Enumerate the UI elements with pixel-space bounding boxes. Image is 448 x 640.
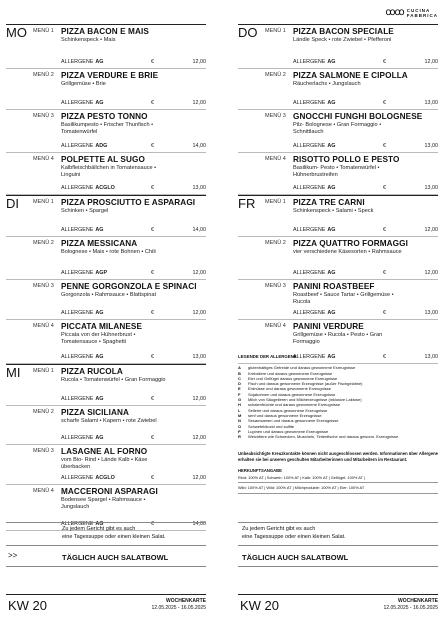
allergen-info: ALLERGENE AG: [293, 310, 336, 316]
menu-item: [238, 237, 438, 280]
menu-item: [6, 153, 206, 195]
day-tag: FR: [238, 196, 256, 211]
allergen-codes: AG: [95, 354, 104, 360]
herkunft-line: Wild: 100% AT | Wild: 100% AT | Milchprodukte: 100% AT | Eier: 100% AT: [238, 483, 438, 493]
menu-item: [238, 69, 438, 110]
allergen-info: ALLERGENE ACGLO: [61, 185, 115, 191]
legend-rows: [238, 365, 438, 439]
menu-number: MENÜ 1: [33, 199, 54, 205]
legend-key: B: [238, 370, 241, 376]
allergen-codes: AG: [327, 310, 336, 316]
menu-item: [6, 280, 206, 320]
currency-sign: €: [383, 270, 386, 276]
dish-price: 13,00: [424, 185, 438, 191]
cucina-fabbrica-logo: [385, 7, 438, 18]
menu-item: [238, 110, 438, 153]
currency-sign: €: [151, 310, 154, 316]
legend-text: Erdnüsse und daraus gewonnene Erzeugnisse: [248, 386, 331, 392]
legend-key: A: [238, 365, 241, 371]
dish-name: MACCERONI ASPARAGI: [61, 487, 158, 496]
dish-name: PIZZA SALMONE E CIPOLLA: [293, 71, 408, 80]
menu-item: [6, 237, 206, 280]
dish-description: Rucola • Tomatenwürfel • Gran Formaggio: [61, 377, 166, 383]
right-column: [238, 24, 438, 364]
dish-name: PIZZA BACON SPECIALE: [293, 27, 394, 36]
dish-description: Räucherlachs • Jungslauch: [293, 81, 361, 87]
currency-sign: €: [151, 475, 154, 481]
divider: [238, 522, 438, 523]
allergen-codes: AG: [327, 270, 336, 276]
legend-key: E: [238, 386, 241, 392]
dish-name: PIZZA RUCOLA: [61, 367, 123, 376]
dish-name: LASAGNE AL FORNO: [61, 447, 148, 456]
dish-name: PIZZA QUATTRO FORMAGGI: [293, 239, 408, 248]
currency-sign: €: [383, 227, 386, 233]
allergen-info: ALLERGENE AG: [61, 354, 104, 360]
dish-price: 13,00: [424, 310, 438, 316]
dish-price: 13,00: [192, 354, 206, 360]
divider: [238, 545, 438, 546]
allergen-info: ALLERGENE AG: [293, 185, 336, 191]
dish-price: 12,00: [424, 59, 438, 65]
allergen-info: ALLERGENE ACGLO: [61, 475, 115, 481]
legend-key: F: [238, 391, 241, 397]
dish-name: POLPETTE AL SUGO: [61, 155, 145, 164]
dish-price: 13,00: [424, 143, 438, 149]
dish-name: RISOTTO POLLO E PESTO: [293, 155, 400, 164]
dish-name: PIZZA MESSICANA: [61, 239, 138, 248]
legend-key: L: [238, 407, 241, 413]
dish-price: 12,00: [192, 435, 206, 441]
menu-number: MENÜ 2: [265, 72, 286, 78]
allergen-codes: ADG: [95, 143, 108, 149]
menu-item: [6, 365, 206, 406]
divider: [6, 566, 206, 567]
dish-description: Roastbeef • Sauce Tartar • Grillgemüse • Rucola: [293, 292, 394, 305]
menu-item: [6, 25, 206, 69]
logo-line2: FABBRICA: [406, 12, 438, 18]
allergen-codes: AG: [95, 521, 104, 527]
allergen-codes: AG: [327, 185, 336, 191]
menu-number: MENÜ 2: [33, 240, 54, 246]
legend-key: C: [238, 375, 241, 381]
allergen-info: ALLERGENE AG: [293, 270, 336, 276]
allergen-codes: AG: [327, 59, 336, 65]
allergen-info: ALLERGENE AG: [61, 310, 104, 316]
dish-description: Bolognese • Mais • rote Bohnen • Chili: [61, 249, 156, 255]
dish-price: 12,00: [192, 270, 206, 276]
day-section-mo: [6, 24, 206, 195]
allergen-codes: ACGLO: [95, 475, 115, 481]
legend-text: Milch von Säugetieren und Milcherzeugnisse (inklusive Laktose): [248, 397, 362, 403]
menu-number: MENÜ 4: [265, 323, 286, 329]
menu-item: [238, 25, 438, 69]
currency-sign: €: [151, 435, 154, 441]
dish-description: Basilikum- Pesto • Tomatenwürfel • Hühnerbrustreifen: [293, 165, 380, 178]
allergen-info: ALLERGENE AG: [61, 521, 104, 527]
legend-text: Sojabohnen und daraus gewonnene Erzeugnisse: [248, 391, 336, 397]
day-section-mi: [6, 364, 206, 531]
day-section-do: [238, 24, 438, 195]
dish-description: Gorgonzola • Rahmsauce • Blattspinat: [61, 292, 157, 298]
allergen-codes: AG: [95, 396, 104, 402]
allergen-codes: AG: [95, 310, 104, 316]
allergen-info: ALLERGENE AGP: [61, 270, 108, 276]
divider: [6, 522, 206, 523]
allergen-info: ALLERGENE AG: [61, 100, 104, 106]
menu-item: [6, 196, 206, 237]
herkunft-line: Rind: 100% AT | Schwein: 100% AT | Kalb: 100% AT | Geflügel: 100% AT |: [238, 473, 438, 483]
allergen-codes: AG: [327, 143, 336, 149]
menu-number: MENÜ 3: [265, 283, 286, 289]
dish-price: 12,00: [424, 270, 438, 276]
dish-description: Ländle Speck • rote Zwiebel • Pfefferoni: [293, 37, 392, 43]
dish-description: Kalbfleischbällchen in Tomatensauce • Linguini: [61, 165, 157, 178]
day-section-di: [6, 195, 206, 364]
legend-title: LEGENDE DER ALLERGENE: [238, 354, 297, 359]
legend-key: D: [238, 381, 241, 387]
dish-name: PENNE GORGONZOLA E SPINACI: [61, 282, 197, 291]
allergen-info: ALLERGENE AG: [293, 143, 336, 149]
dish-description: Schinkenspeck • Mais: [61, 37, 116, 43]
currency-sign: €: [383, 354, 386, 360]
dish-description: scharfe Salami • Kapern • rote Zwiebel: [61, 418, 157, 424]
menu-number: MENÜ 3: [33, 448, 54, 454]
dish-price: 12,00: [192, 59, 206, 65]
dish-price: 14,00: [192, 143, 206, 149]
legend-text: Fisch und daraus gewonnene Erzeugnisse (außer Fischgelatine): [248, 381, 363, 387]
footer-rule: [238, 594, 438, 595]
allergen-info: ALLERGENE AG: [293, 354, 336, 360]
dish-price: 12,00: [192, 310, 206, 316]
menu-item: [6, 320, 206, 364]
menu-number: MENÜ 4: [33, 488, 54, 494]
dish-name: PANINI ROASTBEEF: [293, 282, 375, 291]
dish-price: 12,00: [192, 475, 206, 481]
allergen-codes: AG: [95, 100, 104, 106]
dish-name: GNOCCHI FUNGHI BOLOGNESE: [293, 112, 423, 121]
allergen-info: ALLERGENE AG: [293, 227, 336, 233]
currency-sign: €: [151, 396, 154, 402]
dish-name: PIZZA VERDURE E BRIE: [61, 71, 159, 80]
dish-price: 13,00: [424, 100, 438, 106]
menu-number: MENÜ 4: [33, 323, 54, 329]
currency-sign: €: [151, 143, 154, 149]
herkunft-title: HERKUNFTSANGABE: [238, 467, 282, 473]
legend-key: N: [238, 418, 241, 424]
legend-text: Schwefeldioxid und sulfite: [248, 423, 295, 429]
legend-text: schalenfrüchte und daraus gewonnene Erzeugnisse: [248, 402, 341, 408]
currency-sign: €: [151, 100, 154, 106]
allergen-codes: AG: [95, 59, 104, 65]
day-section-fr: [238, 195, 438, 364]
menu-number: MENÜ 3: [33, 113, 54, 119]
dish-name: PICCATA MILANESE: [61, 322, 143, 331]
menu-number: MENÜ 2: [33, 409, 54, 415]
allergen-codes: AG: [327, 227, 336, 233]
dish-description: Schinken • Spargel: [61, 208, 109, 214]
currency-sign: €: [383, 310, 386, 316]
menu-number: MENÜ 3: [33, 283, 54, 289]
allergen-info: ALLERGENE AG: [61, 227, 104, 233]
currency-sign: €: [383, 143, 386, 149]
week-info-left: WOCHENKARTE 12.05.2025 - 16.05.2025: [151, 598, 206, 611]
divider: [6, 545, 206, 546]
allergen-codes: AG: [327, 100, 336, 106]
dish-price: 12,00: [192, 100, 206, 106]
divider: [238, 566, 438, 567]
menu-number: MENÜ 1: [33, 368, 54, 374]
notice-right: Zu jedem Gericht gibt es auch eine Tagessuppe oder einen kleinen Salat.: [242, 526, 346, 540]
day-tag: DI: [6, 196, 19, 211]
legend-row: [238, 434, 438, 439]
allergen-codes: AG: [95, 227, 104, 233]
menu-number: MENÜ 1: [265, 28, 286, 34]
dish-name: PIZZA TRE CARNI: [293, 198, 365, 207]
menu-item: [6, 69, 206, 110]
legend-text: Weichtiere wie Schnecken, Muscheln, Tintenfische und daraus gewonn. Erzeugnisse: [248, 434, 399, 440]
dish-description: Schinkenspeck • Salami • Speck: [293, 208, 374, 214]
dish-description: Bodensee Spargel • Rahmsauce • Jungslauch: [61, 497, 146, 510]
dish-description: Pilz- Bolognese • Gran Formaggio • Schnittlauch: [293, 122, 382, 135]
dish-price: 12,00: [192, 396, 206, 402]
dish-description: Grillgemüse • Brie: [61, 81, 106, 87]
day-tag: MI: [6, 365, 21, 380]
allergen-legend: [238, 354, 438, 494]
legend-text: Sesamsamen und daraus gewonnene Erzeugnisse: [248, 418, 339, 424]
logo-line1: CUCINA: [406, 7, 431, 13]
legend-key: M: [238, 412, 242, 418]
dish-name: PIZZA BACON E MAIS: [61, 27, 149, 36]
menu-item: [238, 153, 438, 195]
logo-symbol: ꝏꝏ: [385, 7, 404, 18]
dish-price: 14,00: [192, 521, 206, 527]
week-info-right: WOCHENKARTE 12.05.2025 - 16.05.2025: [383, 598, 438, 611]
legend-text: Krebstiere und daraus gewonnene Erzeugnisse: [248, 370, 333, 376]
salatbowl-left: TÄGLICH AUCH SALATBOWL: [62, 553, 169, 562]
day-tag: DO: [238, 25, 258, 40]
legend-key: R: [238, 434, 241, 440]
legend-text: Eier und Geflügel daraus gewonnene Erzeugnisse: [248, 375, 338, 381]
currency-sign: €: [151, 521, 154, 527]
currency-sign: €: [383, 185, 386, 191]
menu-number: MENÜ 4: [33, 156, 54, 162]
menu-number: MENÜ 2: [265, 240, 286, 246]
allergen-info: ALLERGENE AG: [61, 396, 104, 402]
menu-item: [6, 110, 206, 153]
allergen-codes: AG: [327, 354, 336, 360]
currency-sign: €: [151, 354, 154, 360]
menu-number: MENÜ 3: [265, 113, 286, 119]
menu-item: [238, 280, 438, 320]
allergen-info: ALLERGENE AG: [61, 59, 104, 65]
footer-rule: [6, 594, 206, 595]
currency-sign: €: [383, 59, 386, 65]
arrow-marker: >>: [8, 551, 18, 560]
allergen-info: ALLERGENE AG: [293, 100, 336, 106]
notice-left: Zu jedem Gericht gibt es auch eine Tagessuppe oder einen kleinen Salat.: [62, 526, 166, 540]
allergen-codes: AGP: [95, 270, 108, 276]
dish-price: 13,00: [424, 354, 438, 360]
calendar-week-right: KW 20: [240, 598, 280, 613]
allergen-codes: ACGLO: [95, 185, 115, 191]
currency-sign: €: [151, 59, 154, 65]
dish-price: 14,00: [192, 227, 206, 233]
dish-description: Piccata von der Hühnerbrust • Tomatensauce • Spaghetti: [61, 332, 136, 345]
menu-item: [238, 196, 438, 237]
dish-price: 12,00: [424, 227, 438, 233]
dish-name: PIZZA PROSCIUTTO E ASPARAGI: [61, 198, 196, 207]
currency-sign: €: [383, 100, 386, 106]
legend-text: glutenhaltiges Getreide und daraus gewonnene Erzeugnisse: [248, 365, 356, 371]
day-tag: MO: [6, 25, 27, 40]
currency-sign: €: [151, 185, 154, 191]
legend-key: O: [238, 423, 242, 429]
salatbowl-right: TÄGLICH AUCH SALATBOWL: [242, 553, 349, 562]
dish-price: 13,00: [192, 185, 206, 191]
legend-key: H: [238, 402, 241, 408]
left-column: [6, 24, 206, 531]
legend-text: Sellerie und daraus gewonnene Erzeugnisse: [248, 407, 328, 413]
menu-number: MENÜ 4: [265, 156, 286, 162]
menu-number: MENÜ 1: [33, 28, 54, 34]
dish-description: vier verschiedene Käsesorten • Rahmsauce: [293, 249, 402, 255]
dish-description: Grillgemüse • Rucola • Pesto • Gran Formaggio: [293, 332, 383, 345]
calendar-week-left: KW 20: [8, 598, 48, 613]
legend-key: P: [238, 428, 241, 434]
menu-item: [6, 445, 206, 485]
currency-sign: €: [151, 227, 154, 233]
menu-number: MENÜ 2: [33, 72, 54, 78]
legend-note: Unbeabsichtigte Kreuzkontakte können nicht ausgeschlossen werden. Informationen über Allergene erhalten sie bei unseren geschulten Mitarbeiterinnen und Mitarbeitern im Restaurant.: [238, 451, 438, 462]
legend-key: G: [238, 397, 242, 403]
dish-description: vom Bio- Rind • Lände Kalb • Käse überbacken: [61, 457, 148, 470]
currency-sign: €: [151, 270, 154, 276]
dish-name: PIZZA SICILIANA: [61, 408, 130, 417]
dish-name: PIZZA PESTO TONNO: [61, 112, 148, 121]
menu-item: [6, 406, 206, 445]
dish-name: PANINI VERDURE: [293, 322, 364, 331]
allergen-info: ALLERGENE AG: [61, 435, 104, 441]
allergen-codes: AG: [95, 435, 104, 441]
menu-number: MENÜ 1: [265, 199, 286, 205]
legend-text: Lupinen und daraus gewonnene Erzeugnisse: [248, 428, 329, 434]
allergen-info: ALLERGENE AG: [293, 59, 336, 65]
legend-text: senf und daraus gewonnene Erzeugnisse: [248, 412, 322, 418]
dish-description: Basilikumpesto • Frischer Thunfisch • Tomatenwürfel: [61, 122, 154, 135]
allergen-info: ALLERGENE ADG: [61, 143, 108, 149]
